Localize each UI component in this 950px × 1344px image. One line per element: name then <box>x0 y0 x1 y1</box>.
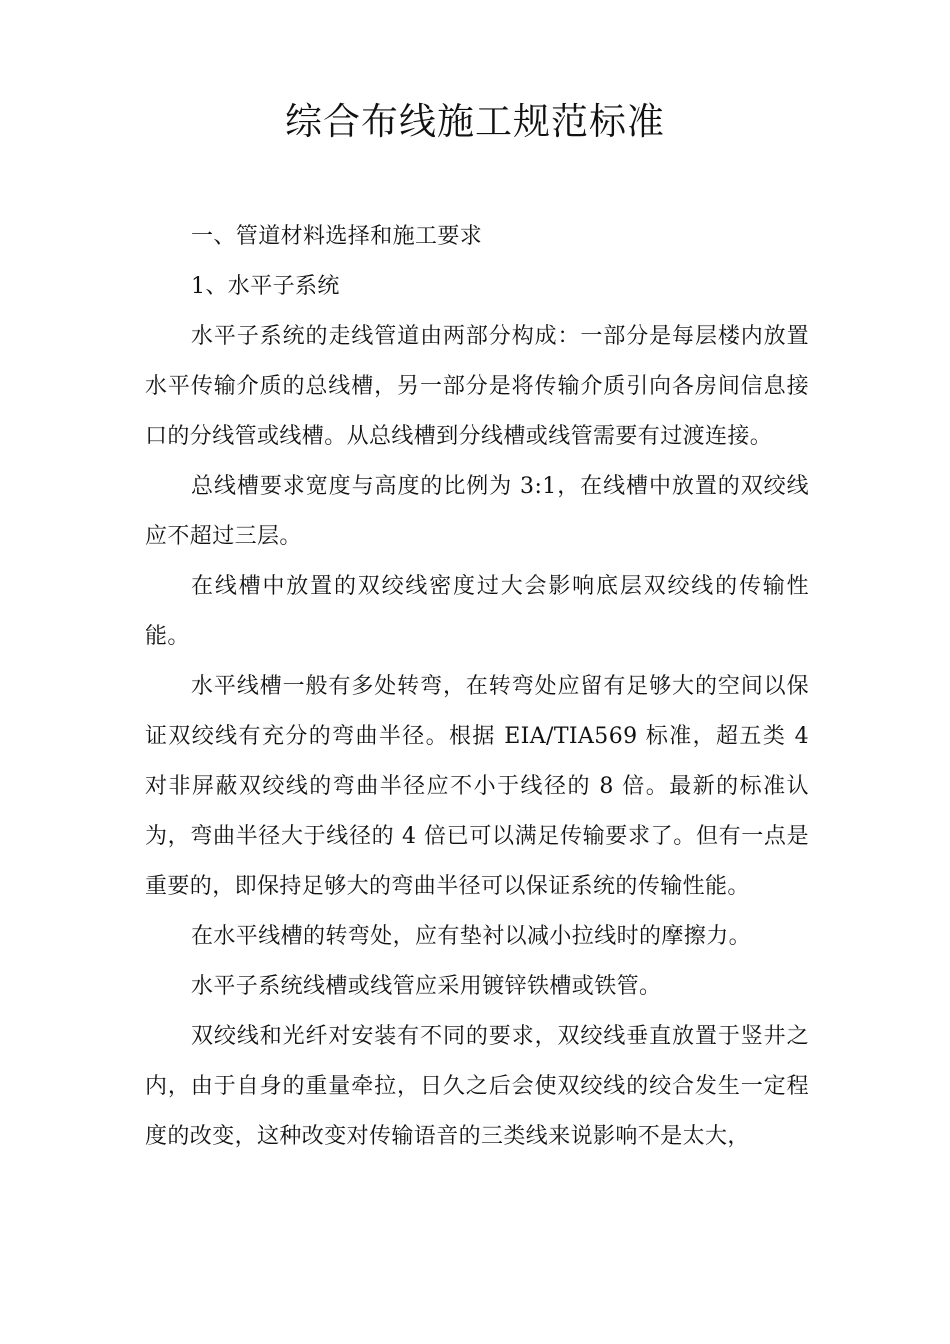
paragraph: 在线槽中放置的双绞线密度过大会影响底层双绞线的传输性能。 <box>145 574 809 649</box>
document-title: 综合布线施工规范标准 <box>285 100 665 143</box>
section-heading: 一、管道材料选择和施工要求 <box>191 224 483 249</box>
paragraph: 双绞线和光纤对安装有不同的要求，双绞线垂直放置于竖井之内，由于自身的重量牵拉，日久之后会使双绞线的绞合发生一定程度的改变，这种改变对传输语音的三类线来说影响不是太大， <box>145 1024 809 1149</box>
paragraph: 水平线槽一般有多处转弯，在转弯处应留有足够大的空间以保证双绞线有充分的弯曲半径。根据 EIA/TIA569 标准，超五类 4 对非屏蔽双绞线的弯曲半径应不小于线径的 8 倍。最新的标准认为，弯曲半径大于线径的 4 倍已可以满足传输要求了。但有一点是重要的，即保持足够大的弯曲半径可以保证系统的传输性能。 <box>145 674 809 899</box>
paragraph: 水平子系统线槽或线管应采用镀锌铁槽或铁管。 <box>191 974 662 999</box>
paragraph: 在水平线槽的转弯处，应有垫衬以减小拉线时的摩擦力。 <box>191 924 752 949</box>
paragraph: 总线槽要求宽度与高度的比例为 3:1，在线槽中放置的双绞线应不超过三层。 <box>145 474 809 549</box>
paragraph: 水平子系统的走线管道由两部分构成：一部分是每层楼内放置水平传输介质的总线槽，另一部分是将传输介质引向各房间信息接口的分线管或线槽。从总线槽到分线槽或线管需要有过渡连接。 <box>145 324 809 449</box>
document-body <box>145 212 809 1162</box>
subsection-heading: 1、水平子系统 <box>191 274 340 299</box>
